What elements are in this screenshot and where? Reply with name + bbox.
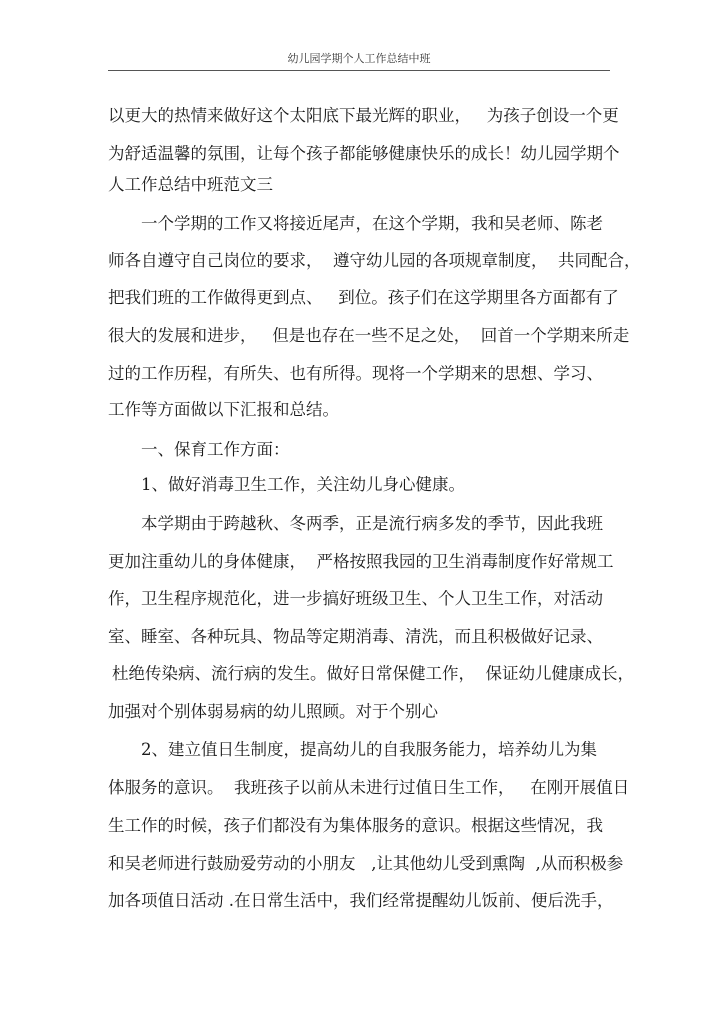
subsection-heading: 2、建立值日生制度，提高幼儿的自我服务能力，培养幼儿为集	[141, 740, 597, 759]
body-line: 人工作总结中班范文三	[108, 175, 273, 194]
header-title: 幼儿园学期个人工作总结中班	[287, 52, 431, 65]
body-line: 很大的发展和进步， 但是也存在一些不足之处， 回首一个学期来所走	[108, 326, 630, 345]
body-line: 把我们班的工作做得更到点、 到位。孩子们在这学期里各方面都有了	[108, 288, 619, 307]
body-line: 体服务的意识。 我班孩子以前从未进行过值日生工作， 在刚开展值日	[108, 778, 630, 797]
body-line: 室、睡室、各种玩具、物品等定期消毒、清洗，而且积极做好记录、	[108, 627, 603, 646]
body-line: 更加注重幼儿的身体健康， 严格按照我园的卫生消毒制度作好常规工	[108, 552, 614, 571]
body-line: 本学期由于跨越秋、冬两季，正是流行病多发的季节，因此我班	[141, 514, 603, 533]
body-line: 过的工作历程，有所失、也有所得。现将一个学期来的思想、学习、	[108, 364, 603, 383]
body-line: 为舒适温馨的氛围，让每个孩子都能够健康快乐的成长！幼儿园学期个	[108, 144, 620, 163]
body-line: 加强对个别体弱易病的幼儿照顾。对于个别心	[108, 702, 438, 721]
body-line: 生工作的时候，孩子们都没有为集体服务的意识。根据这些情况，我	[108, 816, 603, 835]
body-line: 工作等方面做以下汇报和总结。	[108, 400, 339, 419]
body-line: 加各项值日活动 .在日常生活中，我们经常提醒幼儿饭前、便后洗手，	[108, 891, 614, 910]
body-line: 杜绝传染病、流行病的发生。做好日常保健工作， 保证幼儿健康成长，	[112, 664, 634, 683]
section-heading: 一、保育工作方面：	[141, 440, 290, 459]
body-line: 一个学期的工作又将接近尾声，在这个学期，我和吴老师、陈老	[141, 214, 603, 233]
body-line: 师各自遵守自己岗位的要求， 遵守幼儿园的各项规章制度， 共同配合，	[108, 251, 641, 270]
body-line: 和吴老师进行鼓励爱劳动的小朋友 ,让其他幼儿受到熏陶 ,从而积极参	[108, 854, 624, 873]
body-line: 以更大的热情来做好这个太阳底下最光辉的职业， 为孩子创设一个更	[108, 106, 619, 125]
subsection-heading: 1、做好消毒卫生工作，关注幼儿身心健康。	[141, 475, 465, 494]
body-line: 作，卫生程序规范化，进一步搞好班级卫生、个人卫生工作，对活动	[108, 589, 603, 608]
page-header	[108, 48, 610, 71]
